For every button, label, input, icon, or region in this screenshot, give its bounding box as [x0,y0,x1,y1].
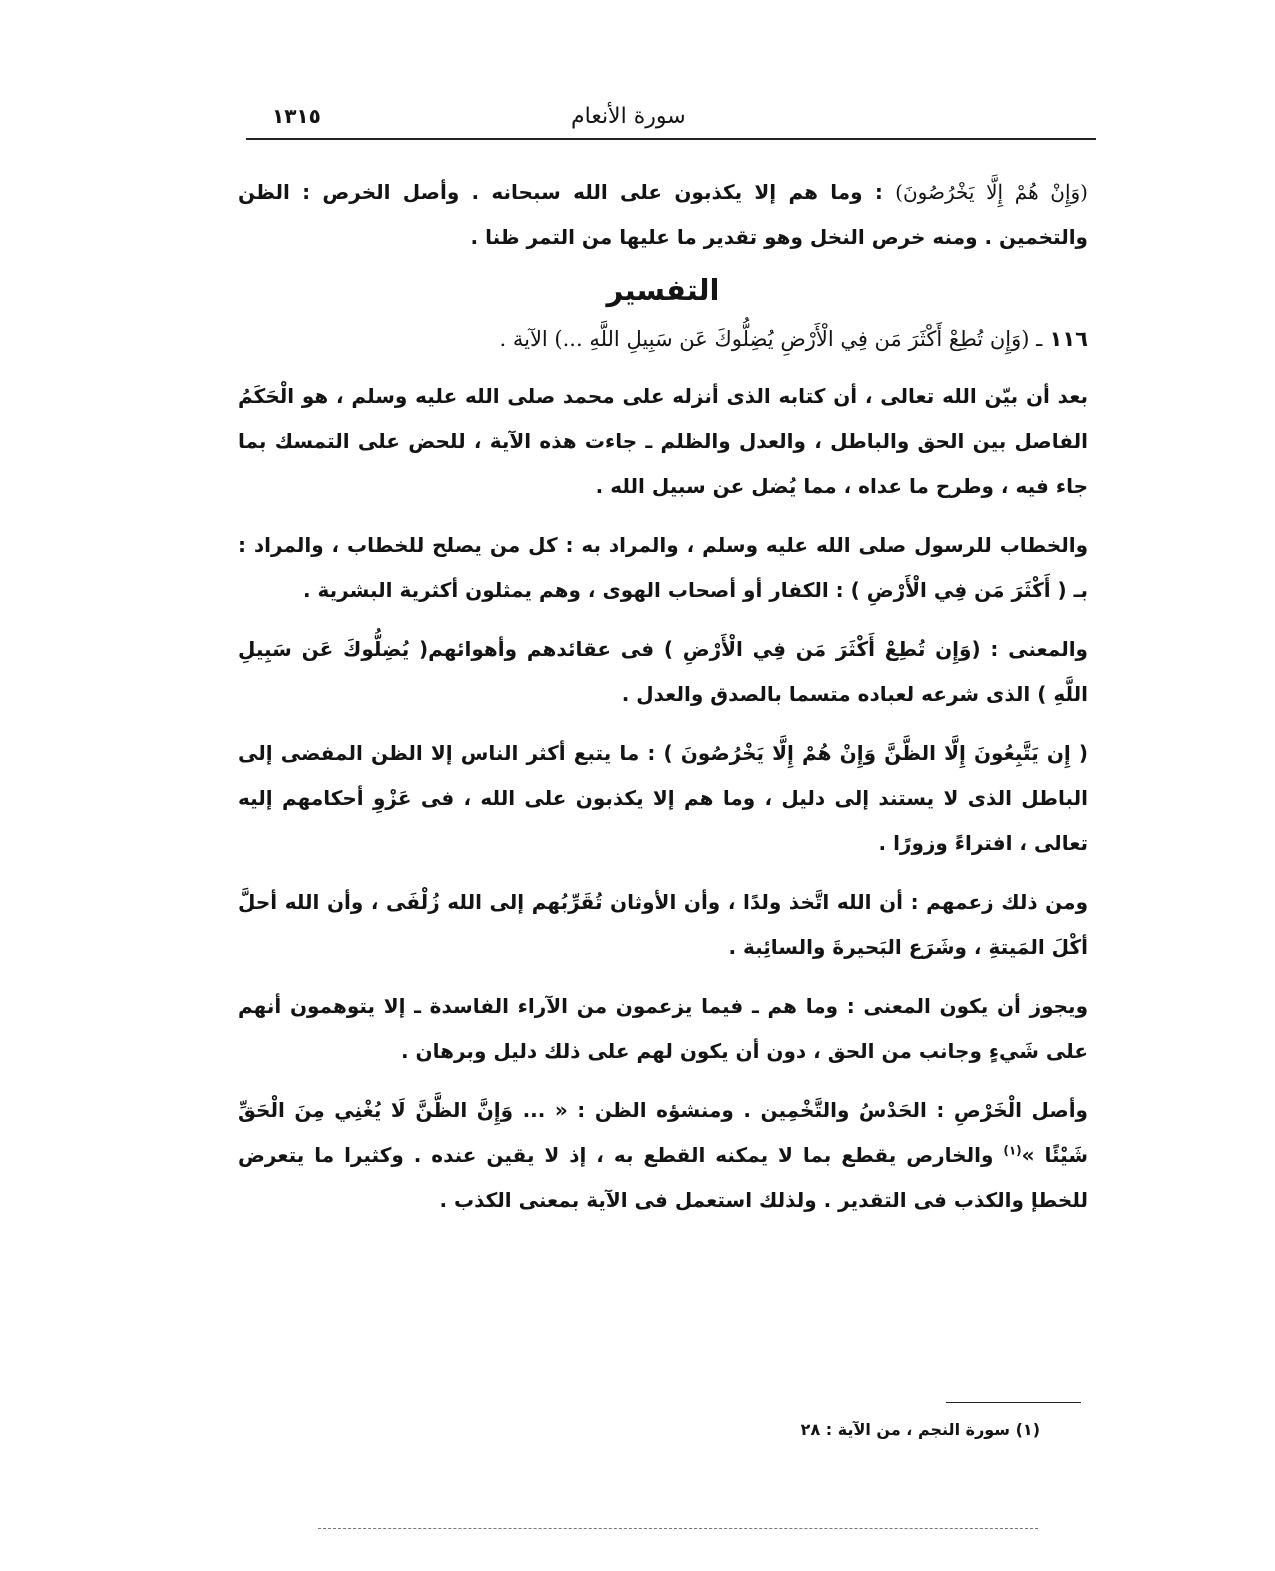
verse-number: ١١٦ [1049,327,1088,351]
paragraph: والمعنى : (وَإِن تُطِعْ أَكْثَرَ مَن فِي الْأَرْضِ ) فى عقائدهم وأهوائهم( يُضِلُّوكَ عَن سَبِيلِ اللَّهِ ) الذى شرعه لعباده متسما بالصدق والعدل . [238,637,1088,706]
paragraph: والخطاب للرسول صلى الله عليه وسلم ، والمراد به : كل من يصلح للخطاب ، والمراد : بـ ( أَكْثَرَ مَن فِي الْأَرْضِ ) : الكفار أو أصحاب الهوى ، وهم يمثلون أكثرية البشرية . [238,533,1088,602]
page-number: ١٣١٥ [272,104,321,128]
paragraph: بعد أن بيّن الله تعالى ، أن كتابه الذى أنزله على محمد صلى الله عليه وسلم ، هو الْحَكَمُ الفاصل بين الحق والباطل ، والعدل والظلم ـ جاءت هذه الآية ، للحض على التمسك بما جاء فيه ، وطرح ما عداه ، مما يُضل عن سبيل الله . [238,384,1088,498]
last-paragraph [238,1088,1088,1223]
last-paragraph-start: وأصل الْخَرْصِ : الحَدْسُ والتَّخْمِين . ومنشؤه الظن : « ... وَإِنَّ الظَّنَّ لَا يُغْنِي مِنَ الْحَقِّ شَيْئًا » [238,1098,1088,1167]
page-header [246,96,1096,146]
intro-text: : وما هم إلا يكذبون على الله سبحانه . وأصل الخرص : الظن والتخمين . ومنه خرص النخل وهو تقدير ما عليها من التمر ظنا . [238,180,1088,249]
footnote-divider [946,1402,1081,1403]
intro-quote: (وَإِنْ هُمْ إِلَّا يَخْرُصُونَ) [895,180,1088,204]
page-body [238,170,1088,1237]
verse-text: ـ (وَإِن تُطِعْ أَكْثَرَ مَن فِي الْأَرْضِ يُضِلُّوكَ عَن سَبِيلِ اللَّهِ ...) الآية . [499,327,1043,351]
footnote-reference: (١) [1003,1143,1022,1158]
paragraph: ويجوز أن يكون المعنى : وما هم ـ فيما يزعمون من الآراء الفاسدة ـ إلا يتوهمون أنهم على شَيءٍ وجانب من الحق ، دون أن يكون لهم على ذلك دليل وبرهان . [238,994,1088,1063]
bottom-divider [318,1528,1038,1529]
header-divider [246,138,1096,140]
intro-paragraph [238,170,1088,260]
verse-heading [238,316,1088,362]
last-paragraph-end: والخارص يقطع بما لا يمكنه القطع به ، إذ لا يقين عنده . وكثيرا ما يتعرض للخطإ والكذب فى التقدير . ولذلك استعمل فى الآية بمعنى الكذب . [238,1143,1088,1212]
paragraph: ومن ذلك زعمهم : أن الله اتَّخذ ولدًا ، وأن الأوثان تُقَرِّبُهم إلى الله زُلْفَى ، وأن الله أحلَّ أكْلَ المَيتةِ ، وشَرَع البَحيرةَ والسائِبة . [238,890,1088,959]
footnote: (١) سورة النجم ، من الآية : ٢٨ [800,1420,1040,1439]
section-heading: التفسير [606,273,720,307]
surah-title: سورة الأنعام [571,104,686,129]
paragraph: ( إِن يَتَّبِعُونَ إِلَّا الظَّنَّ وَإِنْ هُمْ إِلَّا يَخْرُصُونَ ) : ما يتبع أكثر الناس إلا الظن المفضى إلى الباطل الذى لا يستند إلى دليل ، وما هم إلا يكذبون على الله ، فى عَزْوِ أحكامهم إليه تعالى ، افتراءً وزورًا . [238,741,1088,855]
